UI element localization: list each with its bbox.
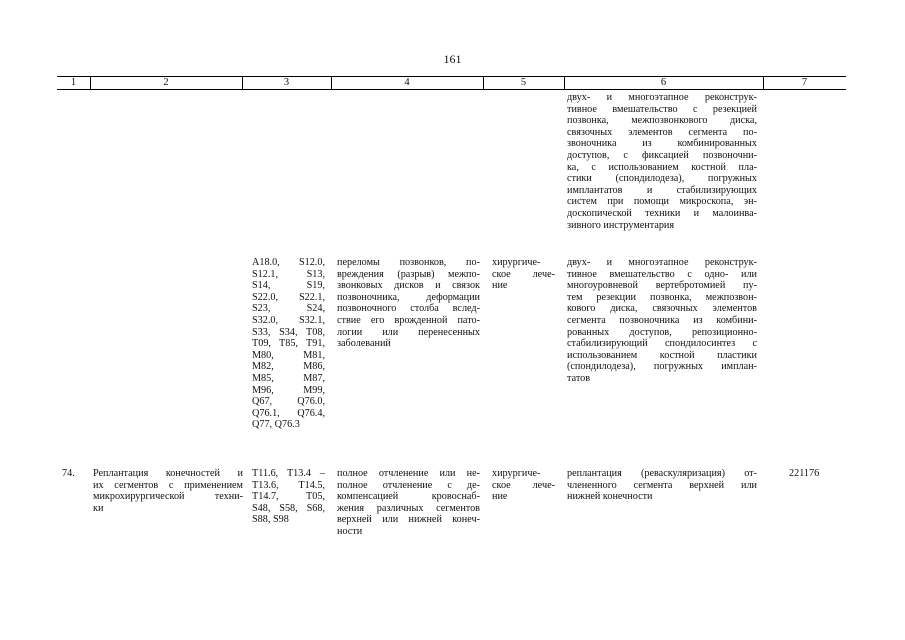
- column-number-7: 7: [801, 77, 808, 88]
- row-b-diagnosis: [337, 257, 480, 350]
- text-line: ки: [93, 502, 104, 514]
- text-line: S32.0, S32.1,: [252, 314, 325, 326]
- text-line: систем при помощи микроскопа, эн-: [567, 196, 757, 208]
- text-line: звонковых дисков и связок: [337, 280, 480, 292]
- text-line: татов: [567, 372, 591, 384]
- text-line: компенсацией кровоснаб-: [337, 491, 480, 503]
- column-number-4: 4: [404, 77, 410, 88]
- text-line: Q76.1, Q76.4,: [252, 407, 325, 419]
- row-74-method: [567, 468, 757, 503]
- text-line: хирургиче-: [492, 257, 541, 268]
- text-line: переломы позвонков, по-: [337, 257, 480, 268]
- text-line: связочных элементов сегмента по-: [567, 126, 757, 138]
- text-line: M85, M87,: [252, 372, 325, 384]
- text-line: кового диска, связочных элементов: [567, 303, 757, 315]
- text-line: стики (спондилодеза), погружных: [567, 173, 757, 185]
- text-line: S88, S98: [252, 514, 289, 526]
- column-number-1: 1: [70, 77, 77, 88]
- text-line: зивного инструментария: [567, 219, 675, 231]
- text-line: реплантация (реваскуляризация) от-: [567, 468, 757, 479]
- row-74-cost: 221176: [789, 468, 820, 479]
- text-line: тивное вмешательство с резекцией: [567, 103, 757, 115]
- text-line: рованных доступов, репозиционно-: [567, 326, 757, 338]
- text-line: нижней конечности: [567, 491, 653, 503]
- text-line: (спондилодеза), погружных имплан-: [567, 361, 757, 373]
- text-line: хирургиче-: [492, 468, 541, 479]
- row-b-method: [567, 257, 757, 385]
- column-number-header: [57, 76, 846, 90]
- text-line: ствие его врожденной пато-: [337, 314, 480, 326]
- row-74-profile: [93, 468, 243, 514]
- text-line: логии или перенесенных: [337, 326, 480, 338]
- text-line: имплантатов и стабилизирующих: [567, 184, 757, 196]
- text-line: позвоночника, деформации: [337, 291, 480, 303]
- text-line: Реплантация конечностей и: [93, 468, 243, 479]
- row-74-treatment-type: [492, 468, 555, 503]
- text-line: S14, S19,: [252, 280, 325, 292]
- column-number-3: 3: [283, 77, 290, 88]
- row-b-treatment-type: [492, 257, 555, 292]
- text-line: использованием костной пластики: [567, 349, 757, 361]
- column-number-2: 2: [163, 77, 169, 88]
- text-line: заболеваний: [337, 338, 391, 350]
- text-line: M82, M86,: [252, 361, 325, 373]
- text-line: стабилизирующий спондилосинтез с: [567, 338, 757, 350]
- row-a-method: [567, 92, 757, 231]
- text-line: позвоночного столба вслед-: [337, 303, 480, 315]
- text-line: доступов, с фиксацией позвоночни-: [567, 149, 757, 161]
- text-line: полное отчленение или не-: [337, 468, 480, 479]
- column-number-6: 6: [660, 77, 667, 88]
- text-line: вреждения (разрыв) межпо-: [337, 268, 480, 280]
- text-line: ское лече-: [492, 479, 555, 491]
- text-line: многоуровневой вертебротомией пу-: [567, 280, 757, 292]
- text-line: ности: [337, 525, 363, 537]
- text-line: верхней или нижней конеч-: [337, 514, 480, 526]
- text-line: T13.6, T14.5,: [252, 479, 325, 491]
- text-line: позвонка, межпозвонкового диска,: [567, 115, 757, 127]
- row-74-diagnosis: [337, 468, 480, 538]
- text-line: S23, S24,: [252, 303, 325, 315]
- text-line: тем резекции позвонка, межпозвон-: [567, 291, 757, 303]
- text-line: доскопической техники и малоинва-: [567, 207, 757, 219]
- text-line: микрохирургической техни-: [93, 491, 243, 503]
- row-b-icd-codes: [252, 257, 325, 431]
- text-line: T14.7, T05,: [252, 491, 325, 503]
- text-line: двух- и многоэтапное реконструк-: [567, 92, 757, 103]
- text-line: тивное вмешательство с одно- или: [567, 268, 757, 280]
- text-line: члененного сегмента верхней или: [567, 479, 757, 491]
- text-line: M80, M81,: [252, 349, 325, 361]
- text-line: S22.0, S22.1,: [252, 291, 325, 303]
- text-line: полное отчленение с де-: [337, 479, 480, 491]
- text-line: S12.1, S13,: [252, 268, 325, 280]
- text-line: A18.0, S12.0,: [252, 257, 325, 268]
- text-line: ское лече-: [492, 268, 555, 280]
- text-line: M96, M99,: [252, 384, 325, 396]
- text-line: жения различных сегментов: [337, 502, 480, 514]
- text-line: T09, T85, T91,: [252, 338, 325, 350]
- text-line: ние: [492, 280, 508, 292]
- column-number-5: 5: [520, 77, 527, 88]
- text-line: S33, S34, T08,: [252, 326, 325, 338]
- text-line: их сегментов с применением: [93, 479, 243, 491]
- text-line: звоночника из комбинированных: [567, 138, 757, 150]
- text-line: двух- и многоэтапное реконструк-: [567, 257, 757, 268]
- row-74-number: 74.: [62, 468, 75, 479]
- text-line: ка, с использованием костной пла-: [567, 161, 757, 173]
- page-number: 161: [443, 52, 462, 66]
- text-line: S48, S58, S68,: [252, 502, 325, 514]
- text-line: сегмента позвоночника из комбини-: [567, 314, 757, 326]
- row-74-icd-codes: [252, 468, 325, 526]
- text-line: ние: [492, 491, 508, 503]
- text-line: Q67, Q76.0,: [252, 396, 325, 408]
- text-line: Q77, Q76.3: [252, 419, 300, 431]
- text-line: T11.6, T13.4 –: [252, 468, 325, 479]
